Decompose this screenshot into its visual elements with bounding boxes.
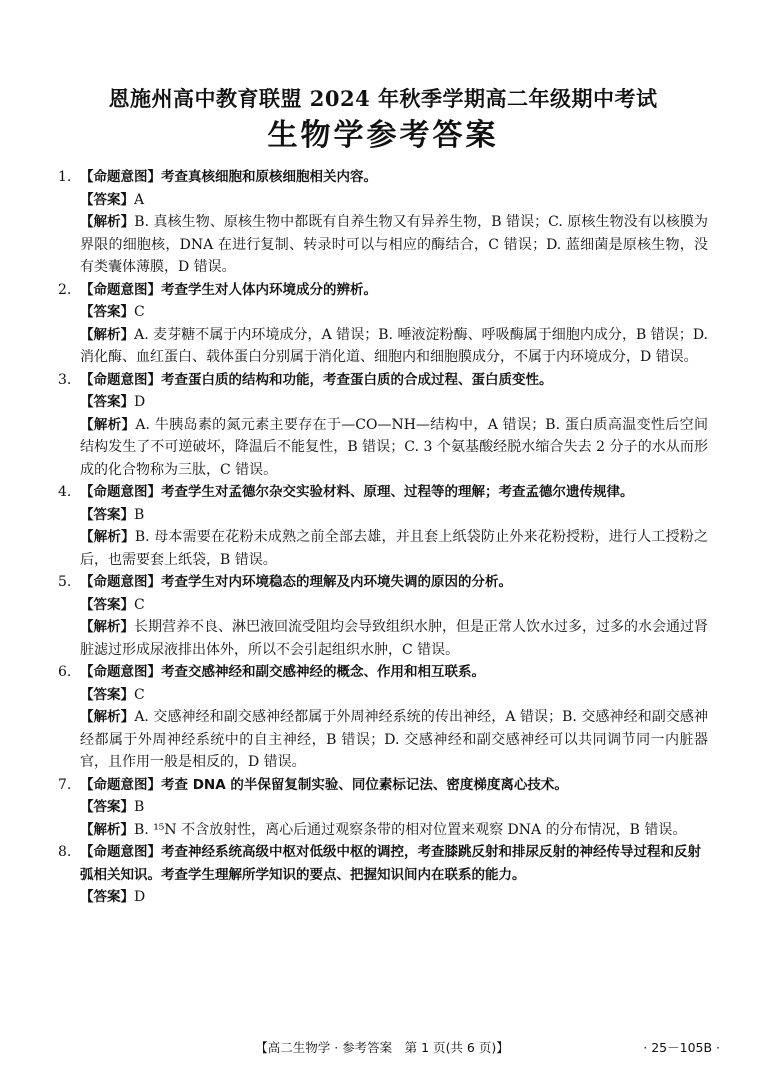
analysis-text: B. ¹⁵N 不含放射性，离心后通过观察条带的相对位置来观察 DNA 的分布情况，B 错误。 [134,821,687,838]
intent-text: 考查 DNA 的半保留复制实验、同位素标记法、密度梯度离心技术。 [161,776,568,793]
answer-tag: 【答案】 [80,191,134,208]
analysis-text: A. 交感神经和副交感神经都属于外周神经系统的传出神经，A 错误；B. 交感神经和副交感神经都属于外周神经系统中的自主神经，B 错误；D. 交感神经和副交感神经可以共同调节同一内脏器官，且作用一般是相反的，D 错误。 [80,709,708,770]
answer-value: B [134,799,145,815]
analysis-line [58,211,708,279]
analysis-text: B. 母本需要在花粉未成熟之前全部去雄，并且套上纸袋防止外来花粉授粉，进行人工授粉之后，也需要套上纸袋，B 错误。 [80,529,709,568]
question-intent-line [58,774,708,797]
analysis-line [58,414,708,482]
answer-tag: 【答案】 [80,596,134,613]
analysis-text: A. 麦芽糖不属于内环境成分，A 错误；B. 唾液淀粉酶、呼吸酶属于细胞内成分，B 错误；D. 消化酶、血红蛋白、载体蛋白分别属于消化道、细胞内和细胞膜成分，不属于内环境成分，D 错误。 [80,326,709,365]
question-number: 8. [58,844,72,860]
answer-line [58,391,708,414]
question-block [58,661,708,774]
answer-tag: 【答案】 [80,304,134,320]
intent-text: 考查学生对内环境稳态的理解及内环境失调的原因的分析。 [161,574,512,590]
answer-value: C [134,596,145,613]
question-block [58,774,708,842]
answer-line [58,886,708,909]
intent-tag: 【命题意图】 [80,484,161,500]
intent-tag: 【命题意图】 [80,169,161,185]
question-number: 4. [58,484,72,500]
question-block [58,369,708,482]
footer-code: · 25－105B · [643,1040,720,1055]
intent-text: 考查神经系统高级中枢对低级中枢的调控，考查膝跳反射和排尿反射的神经传导过程和反射弧相关知识。考查学生理解所学知识的要点、把握知识间内在联系的能力。 [80,844,701,883]
question-intent-line [58,571,708,594]
answer-value: D [134,394,146,410]
analysis-line [58,706,708,774]
document-title: 生物学参考答案 [267,118,499,153]
analysis-text: 长期营养不良、淋巴液回流受阻均会导致组织水肿，但是正常人饮水过多，过多的水会通过肾脏滤过形成尿液排出体外，所以不会引起组织水肿，C 错误。 [80,619,708,658]
question-intent-line [58,279,708,302]
answer-tag: 【答案】 [80,889,134,905]
intent-text: 考查交感神经和副交感神经的概念、作用和相互联系。 [161,664,485,680]
answer-tag: 【答案】 [80,799,134,815]
intent-tag: 【命题意图】 [80,574,161,590]
intent-text: 考查真核细胞和原核细胞相关内容。 [161,169,377,185]
analysis-line [58,324,708,369]
question-number: 6. [58,664,72,680]
analysis-line [58,616,708,661]
question-block [58,279,708,369]
analysis-tag: 【解析】 [80,709,135,725]
question-intent-line [58,661,708,684]
question-intent-line [58,166,708,189]
question-number: 5. [58,574,72,590]
question-intent-line [58,841,708,886]
exam-title: 恩施州高中教育联盟 2024 年秋季学期高二年级期中考试 [108,86,658,111]
footer-page-info: 【高二生物学 · 参考答案 第 1 页(共 6 页)】 [255,1040,509,1055]
analysis-tag: 【解析】 [80,416,136,433]
analysis-tag: 【解析】 [80,214,135,230]
question-number: 1. [58,169,72,185]
analysis-line [58,526,708,571]
intent-tag: 【命题意图】 [80,281,161,298]
answer-line [58,594,708,617]
analysis-line [58,819,708,842]
answer-line [58,301,708,324]
question-block [58,841,708,909]
question-list [58,166,708,909]
question-number: 2. [58,281,72,298]
intent-text: 考查学生对孟德尔杂交实验材料、原理、过程等的理解；考查孟德尔遗传规律。 [161,484,634,500]
answer-value: C [134,686,145,703]
intent-text: 考查蛋白质的结构和功能，考查蛋白质的合成过程、蛋白质变性。 [161,371,553,388]
answer-tag: 【答案】 [80,506,134,523]
intent-tag: 【命题意图】 [80,664,161,680]
answer-line [58,504,708,527]
answer-value: B [134,506,145,523]
analysis-tag: 【解析】 [80,529,135,545]
answer-line [58,796,708,819]
answer-line [58,189,708,212]
question-number: 3. [58,371,72,388]
question-block [58,571,708,661]
answer-tag: 【答案】 [80,394,134,410]
answer-line [58,684,708,707]
question-number: 7. [58,776,72,793]
intent-tag: 【命题意图】 [80,844,161,860]
intent-tag: 【命题意图】 [80,776,161,793]
question-intent-line [58,481,708,504]
question-block [58,166,708,279]
answer-value: A [134,191,145,208]
analysis-text: B. 真核生物、原核生物中都既有自养生物又有异养生物，B 错误；C. 原核生物没有以核膜为界限的细胞核，DNA 在进行复制、转录时可以与相应的酶结合，C 错误；D. 蓝细菌是原核生物，没有类囊体薄膜，D 错误。 [80,214,708,275]
analysis-text: A. 牛胰岛素的氮元素主要存在于—CO—NH—结构中，A 错误；B. 蛋白质高温变性后空间结构发生了不可逆破坏，降温后不能复性，B 错误；C. 3 个氨基酸经脱水缩合失去 2 分子的水从而形成的化合物称为三肽，C 错误。 [80,416,708,478]
answer-tag: 【答案】 [80,686,134,703]
question-intent-line [58,369,708,392]
answer-value: D [134,889,146,905]
intent-tag: 【命题意图】 [80,371,161,388]
intent-text: 考查学生对人体内环境成分的辨析。 [161,281,377,298]
answer-value: C [134,304,145,320]
analysis-tag: 【解析】 [80,326,135,343]
question-block [58,481,708,571]
analysis-tag: 【解析】 [80,821,134,838]
analysis-tag: 【解析】 [80,619,134,635]
